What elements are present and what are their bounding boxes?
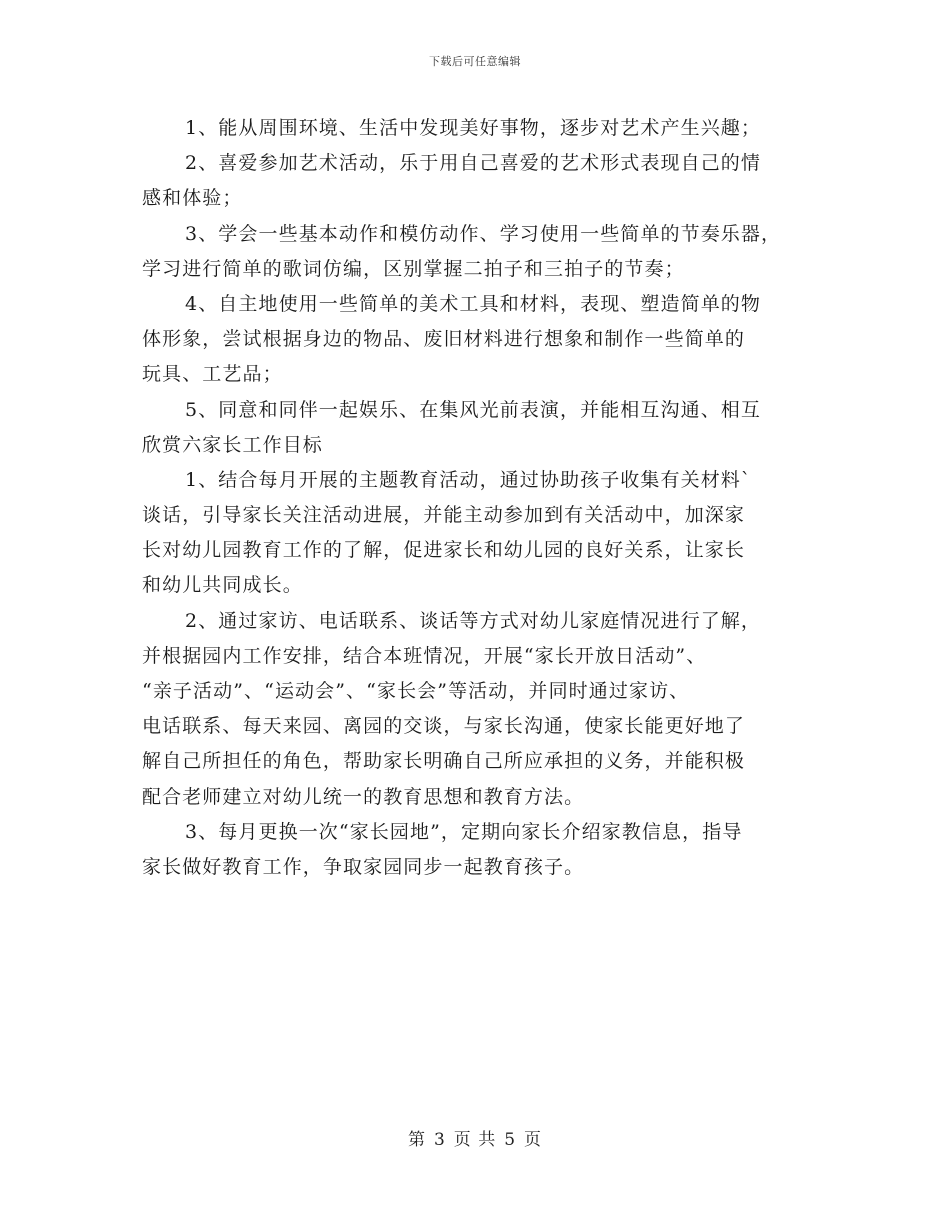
- text-line: 1、能从周围环境、生活中发现美好事物，逐步对艺术产生兴趣；: [185, 117, 761, 139]
- text-line: 4、自主地使用一些简单的美术工具和材料，表现、塑造简单的物: [185, 292, 761, 315]
- text-line: 感和体验；: [142, 187, 243, 210]
- text-line: 2、通过家访、电话联系、谈话等方式对幼儿家庭情况进行了解，: [185, 609, 761, 632]
- text-line: 3、学会一些基本动作和模仿动作、学习使用一些简单的节奏乐器，: [185, 222, 782, 245]
- text-line: 欣赏六家长工作目标: [142, 433, 323, 456]
- current-page-number: 3: [433, 1130, 446, 1150]
- page-footer: [0, 1125, 950, 1150]
- text-line: 家长做好教育工作，争取家园同步一起教育孩子。: [142, 855, 585, 878]
- page-label-suffix: 页: [524, 1130, 543, 1150]
- text-line: 5、同意和同伴一起娱乐、在集风光前表演，并能相互沟通、相互: [185, 398, 761, 421]
- total-pages-number: 5: [504, 1130, 517, 1150]
- text-line: 长对幼儿园教育工作的了解，促进家长和幼儿园的良好关系，让家长: [142, 539, 746, 562]
- text-line: 3、每月更换一次“家长园地”，定期向家长介绍家教信息，指导: [185, 820, 743, 843]
- page-label-mid: 页 共: [453, 1130, 497, 1150]
- text-line: 解自己所担任的角色，帮助家长明确自己所应承担的义务，并能积极: [142, 750, 746, 773]
- page-label-prefix: 第: [407, 1130, 426, 1150]
- text-line: 学习进行简单的歌词仿编，区别掌握二拍子和三拍子的节奏；: [142, 257, 685, 280]
- text-line: 电话联系、每天来园、离园的交谈，与家长沟通，使家长能更好地了: [142, 715, 746, 738]
- text-line: 2、喜爱参加艺术活动，乐于用自己喜爱的艺术形式表现自己的情: [185, 152, 761, 175]
- text-line: 配合老师建立对幼儿统一的教育思想和教育方法。: [142, 785, 585, 808]
- text-line: 和幼儿共同成长。: [142, 574, 303, 597]
- text-line: 体形象，尝试根据身边的物品、废旧材料进行想象和制作一些简单的: [142, 328, 746, 351]
- text-line: 并根据园内工作安排，结合本班情况，开展“家长开放日活动”、: [142, 644, 707, 667]
- text-line: 谈话，引导家长关注活动进展，并能主动参加到有关活动中，加深家: [142, 504, 746, 527]
- text-line: “亲子活动”、“运动会”、“家长会”等活动，并同时通过家访、: [142, 680, 690, 702]
- text-line: 玩具、工艺品；: [142, 363, 283, 386]
- page-header: 下载后可任意编辑: [429, 55, 521, 68]
- text-line: 1、结合每月开展的主题教育活动，通过协助孩子收集有关材料`: [185, 468, 752, 491]
- document-body: [142, 111, 812, 885]
